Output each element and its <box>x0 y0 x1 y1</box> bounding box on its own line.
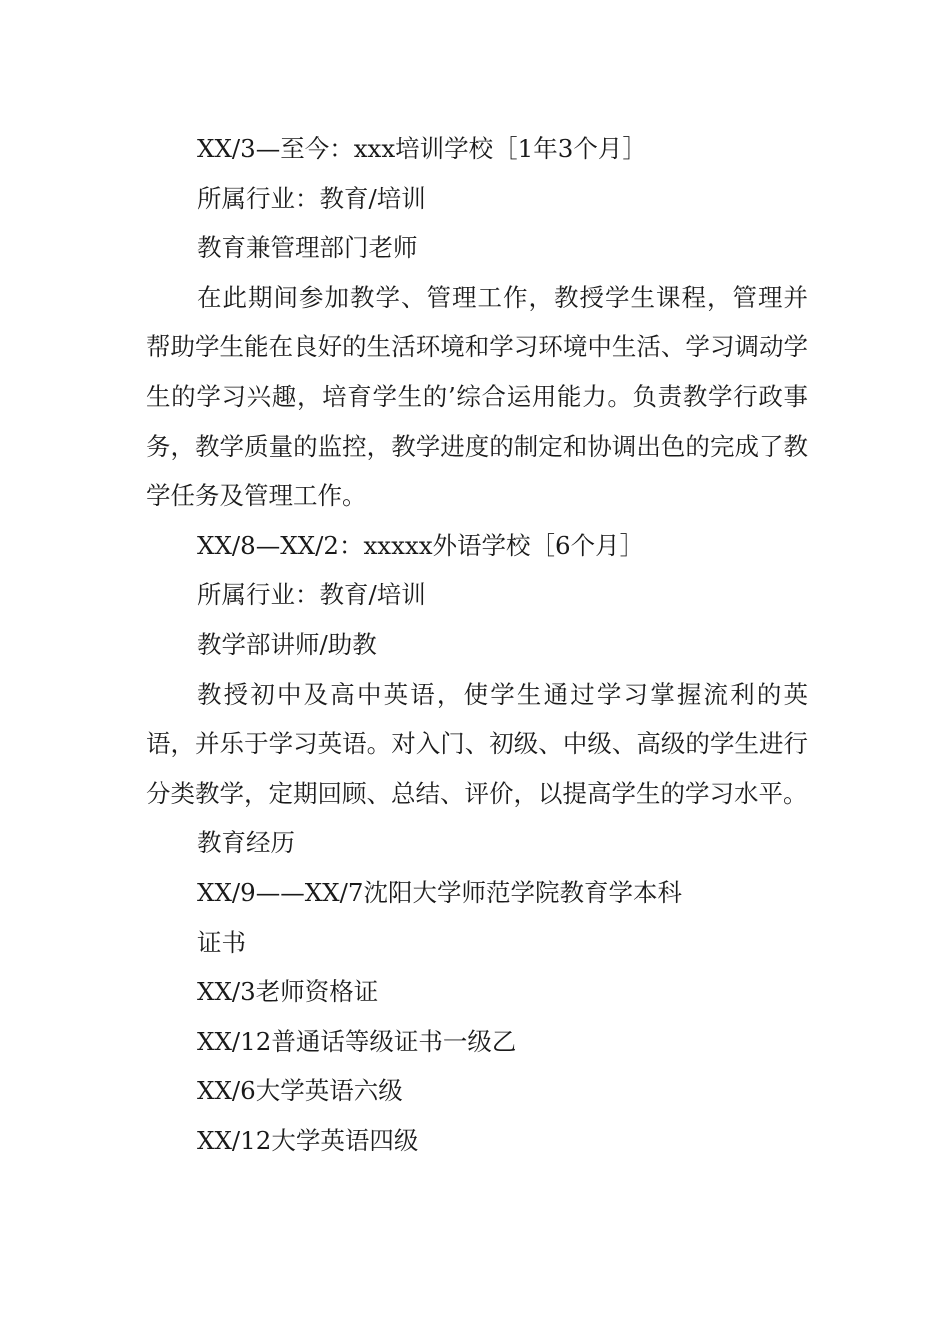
job-1-description: 在此期间参加教学、管理工作，教授学生课程，管理并帮助学生能在良好的生活环境和学习环境中生活、学习调动学生的学习兴趣，培育学生的’综合运用能力。负责教学行政事务，教学质量的监控，教学进度的制定和协调出色的完成了教学任务及管理工作。 <box>146 282 808 511</box>
job-1-period: XX/3—至今：xxx培训学校［1年3个月］ <box>197 134 647 163</box>
job-2-description: 教授初中及高中英语，使学生通过学习掌握流利的英语，并乐于学习英语。对入门、初级、中级、高级的学生进行分类教学，定期回顾、总结、评价，以提高学生的学习水平。 <box>146 679 808 808</box>
job-1-industry: 所属行业：教育/培训 <box>197 183 426 213</box>
document-body <box>146 124 808 1165</box>
certificates-heading: 证书 <box>197 927 246 957</box>
certificate-item: XX/12大学英语四级 <box>197 1125 419 1155</box>
job-2-title: 教学部讲师/助教 <box>197 629 377 659</box>
education-entry: XX/9——XX/7沈阳大学师范学院教育学本科 <box>197 877 682 907</box>
certificate-item: XX/3老师资格证 <box>197 977 379 1007</box>
education-heading: 教育经历 <box>197 828 295 858</box>
job-2-period: XX/8—XX/2：xxxxx外语学校［6个月］ <box>197 530 645 560</box>
certificate-item: XX/12普通话等级证书一级乙 <box>197 1026 517 1056</box>
certificate-item: XX/6大学英语六级 <box>197 1076 403 1106</box>
job-2-industry: 所属行业：教育/培训 <box>197 580 426 610</box>
job-1-title: 教育兼管理部门老师 <box>197 233 418 263</box>
